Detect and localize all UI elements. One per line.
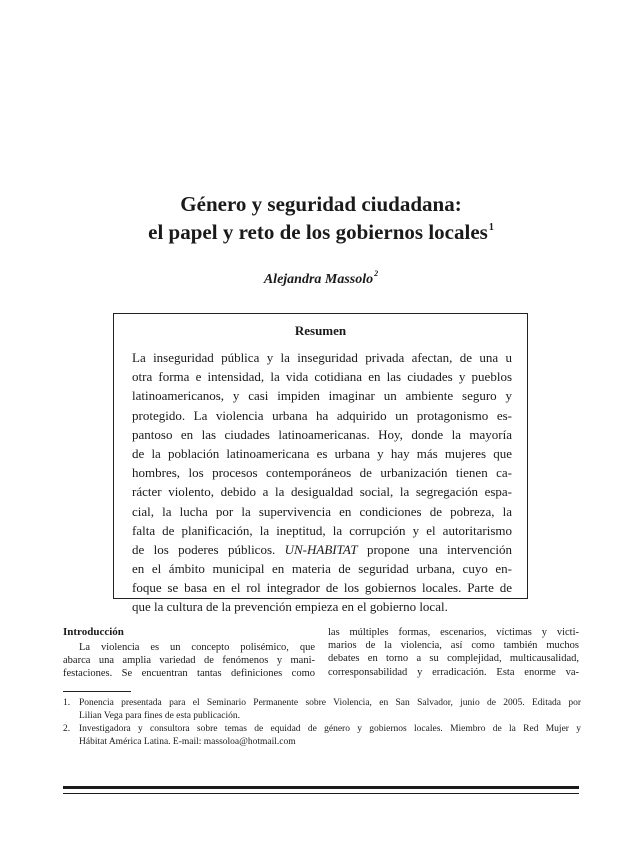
- paper-title-line-2: [0, 218, 642, 246]
- footnote-line: Ponencia presentada para el Seminario Permanente sobre Violencia, en San Salvador, junio de 2005. Editada por: [79, 698, 581, 708]
- author-byline: [0, 269, 642, 288]
- abstract-line: latinoamericanos, y casi impiden imaginar un ambiente seguro y: [132, 388, 512, 404]
- abstract-line: en el ámbito municipal en materia de seguridad urbana, cuyo en-: [132, 561, 512, 577]
- body-line: debates en torno a su complejidad, multicausalidad,: [328, 653, 579, 665]
- intro-left-text: [63, 641, 315, 681]
- footnote-line: Lilian Vega para fines de esta publicación.: [79, 711, 240, 721]
- footnotes: [63, 697, 581, 749]
- body-line: las múltiples formas, escenarios, víctimas y victi-: [328, 627, 579, 638]
- footnote-line: Investigadora y consultora sobre temas de equidad de género y gobiernos locales. Miembro de la Red Mujer y: [79, 724, 581, 734]
- abstract-box: [113, 313, 528, 615]
- introduction-heading: Introducción: [63, 626, 124, 638]
- intro-column-left: [63, 626, 315, 681]
- bottom-rule-thin: [63, 793, 579, 794]
- bottom-rule-thick: [63, 786, 579, 789]
- abstract-line: foque se basa en el rol integrador de los gobiernos locales. Parte de: [132, 580, 512, 596]
- abstract-heading: Resumen: [294, 323, 347, 338]
- body-line: festaciones. Se encuentran tantas definiciones como: [63, 668, 315, 680]
- body-line: corresponsabilidad y erradicación. Esta enorme va-: [328, 666, 579, 678]
- paper-title-line-1: Género y seguridad ciudadana:: [180, 192, 462, 216]
- footnote-line: Hábitat América Latina. E-mail: massoloa@hotmail.com: [79, 737, 296, 747]
- abstract-line: falta de planificación, la ineptitud, la corrupción y el autoritarismo: [132, 522, 512, 538]
- abstract-line: otra forma e intensidad, la vida cotidiana en las ciudades y pueblos: [132, 369, 512, 385]
- footnote-number: 2.: [63, 724, 71, 734]
- abstract-line: La inseguridad pública y la inseguridad privada afectan, de una u: [132, 350, 512, 365]
- footnote-number: 1.: [63, 698, 71, 708]
- footnote-item: [63, 723, 581, 749]
- body-line: abarca una amplia variedad de fenómenos y mani-: [63, 655, 315, 667]
- body-line: marios de la violencia, así como también muchos: [328, 640, 579, 652]
- author-name: Alejandra Massolo: [263, 272, 374, 287]
- footnote-item: [63, 697, 581, 723]
- title-footnote-ref: 1: [488, 222, 494, 233]
- abstract-line: que la cultura de la prevención empieza en el gobierno local.: [132, 599, 448, 615]
- footnote-rule: [63, 691, 131, 692]
- abstract-line: cial, la lucha por la supervivencia en condiciones de pobreza, la: [132, 503, 512, 519]
- author-footnote-ref: 2: [374, 269, 379, 278]
- title-text: el papel y reto de los gobiernos locales: [148, 220, 488, 244]
- intro-column-right: [328, 626, 579, 679]
- abstract-line: de la población latinoamericana es urbana y hay más mujeres que: [132, 445, 512, 461]
- body-line: La violencia es un concepto polisémico, que: [79, 642, 315, 653]
- abstract-line: de los poderes públicos. UN-HABITAT propone una intervención: [132, 541, 513, 557]
- abstract-line: rácter violento, debido a la desigualdad social, la segregación espa-: [132, 484, 512, 500]
- abstract-line: hombres, los procesos contemporáneos de urbanización tienen ca-: [132, 465, 512, 481]
- abstract-text: [132, 348, 512, 617]
- abstract-line: pantoso en las ciudades latinoamericanas. Hoy, donde la mayoría: [132, 426, 512, 442]
- italic-term: UN-HABITAT: [284, 541, 358, 557]
- abstract-line: protegido. La violencia urbana ha adquirido un protagonismo es-: [132, 407, 512, 423]
